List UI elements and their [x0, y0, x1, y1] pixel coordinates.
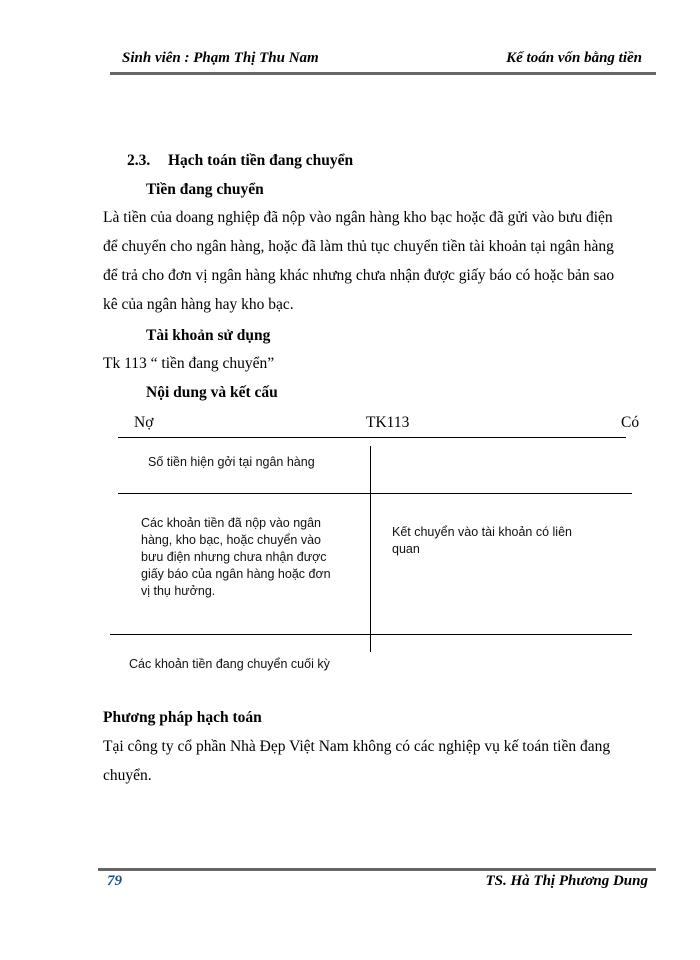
credit-line: Kết chuyển vào tài khoản có liên — [392, 525, 572, 539]
header-rule — [110, 72, 656, 75]
credit-label: Có — [621, 414, 640, 431]
method-paragraph — [103, 732, 610, 790]
page-number: 79 — [107, 873, 122, 889]
t-account-top-rule — [118, 437, 626, 438]
account-label: TK113 — [366, 414, 410, 431]
structure-heading: Nội dung và kết cấu — [146, 384, 278, 401]
footer-author: TS. Hà Thị Phương Dung — [485, 873, 648, 889]
paragraph-line: để trả cho đơn vị ngân hàng khác nhưng chưa nhận được giấy báo có hoặc bản sao — [103, 267, 615, 284]
method-heading: Phương pháp hạch toán — [103, 709, 262, 726]
account-heading: Tài khoản sử dụng — [146, 327, 271, 344]
debit-line: bưu điện nhưng chưa nhận được — [141, 550, 327, 564]
method-line: chuyển. — [103, 767, 152, 784]
method-line: Tại công ty cổ phần Nhà Đẹp Việt Nam không có các nghiệp vụ kế toán tiền đang — [103, 738, 611, 755]
paragraph-line: Là tiền của doang nghiệp đã nộp vào ngân hàng kho bạc hoặc đã gửi vào bưu điện — [103, 209, 613, 226]
debit-line: hàng, kho bạc, hoặc chuyển vào — [141, 533, 321, 547]
debit-label: Nợ — [134, 414, 154, 431]
credit-entries — [392, 524, 572, 558]
section-subtitle: Tiền đang chuyển — [146, 181, 264, 198]
debit-entries — [141, 515, 331, 600]
debit-line: giấy báo của ngân hàng hoặc đơn — [141, 567, 331, 581]
debit-line: Các khoản tiền đã nộp vào ngân — [141, 516, 321, 530]
debit-line: vị thụ hưởng. — [141, 584, 216, 598]
credit-line: quan — [392, 542, 420, 556]
t-account-middle-rule — [118, 493, 632, 494]
paragraph-line: để chuyển cho ngân hàng, hoặc đã làm thủ tục chuyển tiền tài khoản tại ngân hàng — [103, 238, 614, 255]
closing-balance: Các khoản tiền đang chuyển cuối kỳ — [129, 657, 330, 671]
definition-paragraph — [103, 203, 614, 319]
header-subject: Kế toán vốn bằng tiền — [506, 50, 642, 66]
account-line: Tk 113 “ tiền đang chuyển” — [103, 355, 275, 372]
opening-balance: Số tiền hiện gởi tại ngân hàng — [148, 455, 315, 469]
section-number: 2.3. — [127, 152, 151, 169]
t-account-divider — [370, 446, 371, 652]
section-title: Hạch toán tiền đang chuyển — [168, 152, 354, 169]
footer-rule — [98, 868, 656, 871]
paragraph-line: kê của ngân hàng hay kho bạc. — [103, 296, 294, 313]
t-account-bottom-rule — [110, 634, 632, 635]
header-student: Sinh viên : Phạm Thị Thu Nam — [122, 50, 319, 66]
